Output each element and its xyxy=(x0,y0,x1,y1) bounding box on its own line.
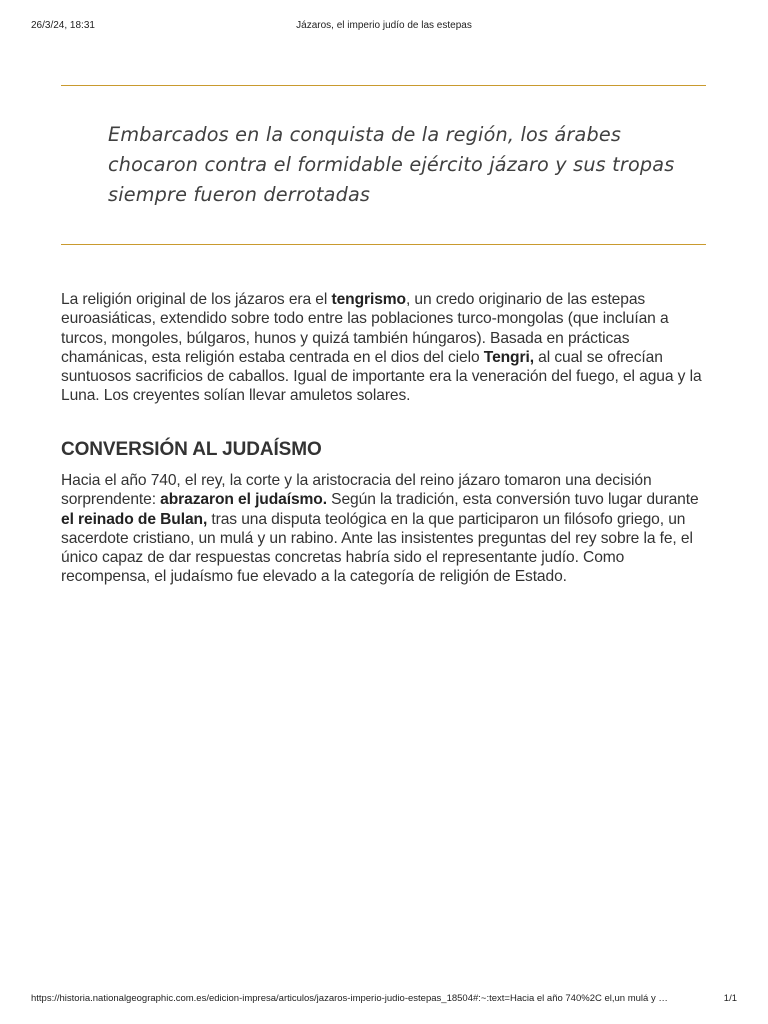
bold-term-tengri: Tengri, xyxy=(483,348,534,366)
pull-quote xyxy=(61,85,706,245)
bold-phrase-judaism: abrazaron el judaísmo. xyxy=(160,491,327,509)
print-source-url: https://historia.nationalgeographic.com.es/edicion-impresa/articulos/jazaros-imperio-judio-estepas_18504#:~:text=Hacia el año 740%2C el,un mulá y … xyxy=(31,993,668,1004)
print-page-title: Jázaros, el imperio judío de las estepas xyxy=(296,20,472,31)
paragraph-text: Según la tradición, esta conversión tuvo lugar durante xyxy=(326,491,699,509)
print-page-number: 1/1 xyxy=(723,993,737,1004)
paragraph-conversion xyxy=(61,471,709,587)
paragraph-tengrism xyxy=(61,290,709,406)
quote-bottom-divider xyxy=(61,244,706,245)
bold-phrase-bulan: el reinado de Bulan, xyxy=(61,510,208,528)
quote-top-divider xyxy=(61,85,706,86)
paragraph-text: al cual se ofrecían suntuosos sacrificios de caballos. Igual de importante era la veneración del fuego, el agua y la Luna. Los creyentes solían llevar amuletos solares. xyxy=(61,348,702,405)
pull-quote-text: Embarcados en la conquista de la región, los árabes chocaron contra el formidable ejército jázaro y sus tropas siempre fueron derrotadas xyxy=(108,123,675,206)
print-header xyxy=(0,0,768,30)
paragraph-text: , un credo originario de las estepas euroasiáticas, extendido sobre todo entre las poblaciones turco-mongolas (que incluían a turcos, mongoles, búlgaros, hunos y quizá también húngaros). Basada en prácticas chamánicas, esta religión estaba centrada en el dios del cielo xyxy=(61,291,669,366)
paragraph-text: La religión original de los jázaros era el xyxy=(61,291,332,308)
section-heading: CONVERSIÓN AL JUDAÍSMO xyxy=(61,439,322,460)
print-datetime: 26/3/24, 18:31 xyxy=(31,20,95,31)
print-footer xyxy=(0,993,768,1009)
bold-term-tengrismo: tengrismo xyxy=(331,291,406,308)
paragraph-text: tras una disputa teológica en la que participaron un filósofo griego, un sacerdote cristiano, un mulá y un rabino. Ante las insistentes preguntas del rey sobre la fe, el único capaz de dar respuestas concretas habría sido el representante judío. Como recompensa, el judaísmo fue elevado a la categoría de religión de Estado. xyxy=(61,510,693,586)
paragraph-text: Hacia el año 740, el rey, la corte y la aristocracia del reino jázaro tomaron una decisión sorprendente: xyxy=(61,472,652,509)
